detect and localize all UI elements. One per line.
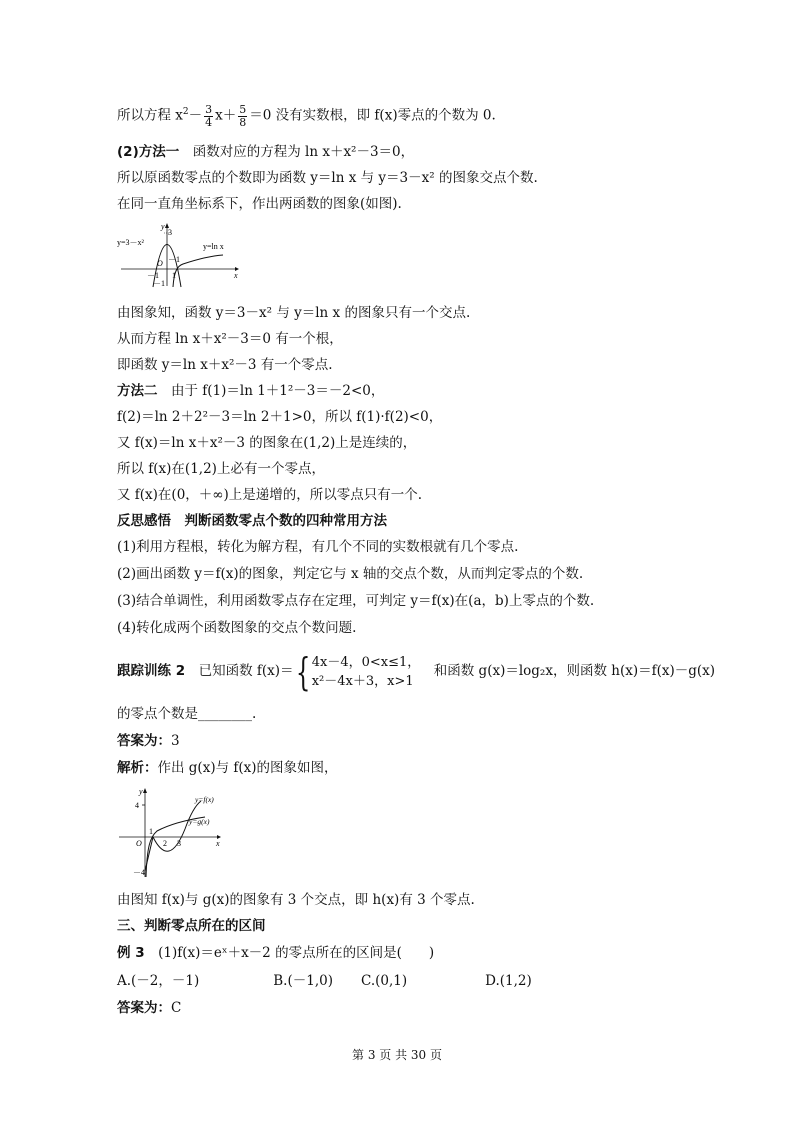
- label-gx: y=g(x): [189, 817, 210, 826]
- y-axis-arrow: [143, 788, 147, 793]
- label-two: 2: [163, 839, 167, 848]
- figure-parabola-and-log: [117, 220, 242, 290]
- option-d: D.(1,2): [485, 973, 532, 989]
- line-method-4: (4)转化成两个函数图象的交点个数问题.: [117, 620, 357, 636]
- label-origin: O: [136, 839, 142, 848]
- label-three: 3: [168, 228, 172, 237]
- label-log: y=ln x: [203, 242, 224, 251]
- page-footer: 第 3 页 共 30 页: [352, 1048, 442, 1062]
- line-equation-no-real-roots: 所以方程 $x^2-$ $\frac{3}{4}$ x＋ $\frac{5}{8}$ ＝0 没有实数根，即 f(x)零点的个数为 0.: [117, 102, 496, 129]
- line-method-1: (1)利用方程根，转化为解方程，有几个不同的实数根就有几个零点.: [117, 539, 519, 555]
- label-neg-four: －4: [133, 868, 145, 877]
- line-method-3: (3)结合单调性，利用函数零点存在定理，可判定 y＝f(x)在(a，b)上零点的个数.: [117, 593, 595, 609]
- label-one-x: 1: [172, 271, 176, 280]
- label-origin: O: [157, 259, 163, 268]
- line-f2-positive: f(2)＝ln 2＋2²－3＝ln 2＋1>0，所以 f(1)·f(2)<0，: [117, 409, 443, 425]
- line-method-2: (2)画出函数 y＝f(x)的图象，判定它与 x 轴的交点个数，从而判定零点的个数.: [117, 566, 584, 582]
- line-intersection-count: 所以原函数零点的个数即为函数 y＝ln x 与 y＝3－x² 的图象交点个数.: [117, 170, 538, 186]
- line-answer-3: 答案为：3: [117, 733, 180, 749]
- label-three: 3: [177, 839, 181, 848]
- line-answer-c: 答案为：C: [117, 1000, 182, 1016]
- line-method-two: 方法二 由于 f(1)＝ln 1＋1²－3＝－2<0，: [117, 383, 385, 399]
- label-neg-one-below: －1: [153, 279, 165, 288]
- option-c: C.(0,1): [360, 973, 408, 989]
- label-fx: y=f(x): [195, 795, 214, 804]
- label-neg-one-x: －1: [147, 271, 159, 280]
- line-method-one: (2)方法一 函数对应的方程为 ln x＋x²－3＝0，: [117, 144, 415, 160]
- line-analysis: 解析：作出 g(x)与 f(x)的图象如图，: [117, 760, 338, 776]
- label-four: 4: [135, 801, 139, 810]
- label-y: y: [161, 222, 165, 231]
- line-tracking-exercise-2: 跟踪训练 2 已知函数 f(x)＝{ 4x－4，0<x≤1， x²－4x＋3，x>1 和函数 g(x)＝log₂x，则函数 h(x)＝f(x)－g(x): [117, 649, 716, 694]
- figure-f-and-g: [117, 785, 227, 880]
- option-a: A.(－2，－1): [117, 973, 200, 989]
- line-has-zero: 所以 f(x)在(1,2)上必有一个零点，: [117, 461, 325, 477]
- line-three-intersections: 由图知 f(x)与 g(x)的图象有 3 个交点，即 h(x)有 3 个零点.: [117, 892, 475, 908]
- line-options: [117, 972, 532, 990]
- section-heading-interval: 三、判断零点所在的区间: [117, 918, 266, 934]
- label-x: x: [216, 839, 220, 848]
- line-continuous: 又 f(x)＝ln x＋x²－3 的图象在(1,2)上是连续的，: [117, 435, 417, 451]
- label-one: 1: [149, 827, 153, 836]
- fraction-three-quarters: $\frac{3}{4}$: [205, 102, 213, 129]
- line-zero-count-blank: 的零点个数是________.: [117, 706, 257, 722]
- label-y: y: [139, 787, 143, 796]
- label-parabola: y=3－x²: [117, 238, 144, 247]
- line-one-zero: 即函数 y＝ln x＋x²－3 有一个零点.: [117, 357, 333, 373]
- label-neg-one-up: －1: [168, 255, 180, 264]
- label-x: x: [234, 271, 238, 280]
- piecewise-brace: {: [295, 649, 310, 694]
- line-increasing: 又 f(x)在(0，＋∞)上是递增的，所以零点只有一个.: [117, 487, 423, 503]
- line-example-3: 例 3 (1)f(x)＝eˣ＋x－2 的零点所在的区间是( ): [117, 945, 435, 961]
- line-draw-graphs: 在同一直角坐标系下，作出两函数的图象(如图).: [117, 196, 402, 212]
- line-reflection-heading: 反思感悟 判断函数零点个数的四种常用方法: [117, 513, 387, 529]
- line-one-intersection: 由图象知，函数 y＝3－x² 与 y＝ln x 的图象只有一个交点.: [117, 305, 471, 321]
- fraction-five-eighths: $\frac{5}{8}$: [239, 102, 247, 129]
- option-b: B.(－1,0): [273, 973, 333, 989]
- piecewise-cases: 4x－4，0<x≤1， x²－4x＋3，x>1: [311, 654, 421, 689]
- line-one-root: 从而方程 ln x＋x²－3＝0 有一个根，: [117, 331, 343, 347]
